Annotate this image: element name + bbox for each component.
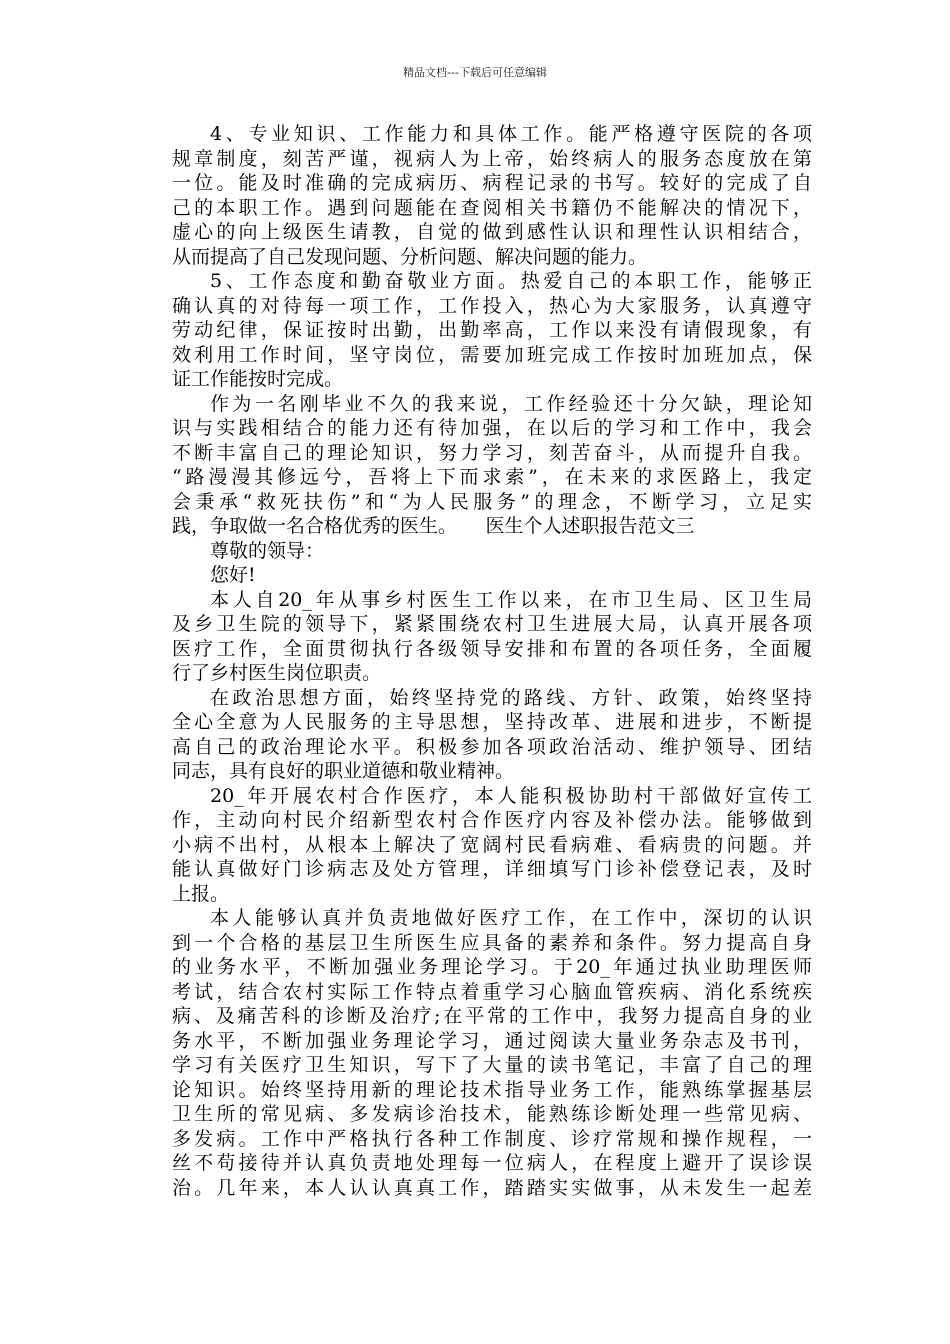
text-line: 尊敬的领导： <box>210 539 325 562</box>
text-line: 践，争取做一名合格优秀的医生。 医生个人述职报告范文三 <box>172 515 695 537</box>
text-line: 高自己的政治理论水平。积极参加各项政治活动、维护领导、团结 <box>172 735 812 758</box>
text-line: 虚心的向上级医生请教，自觉的做到感性认识和理性认识相结合， <box>172 221 812 243</box>
text-line: 全心全意为人民服务的主导思想，坚持改革、进展和进步，不断提 <box>172 711 812 733</box>
document-body <box>172 122 812 1200</box>
text-line: 20_年开展农村合作医疗，本人能积极协助村干部做好宣传工 <box>210 784 812 807</box>
text-line: 治。几年来，本人认认真真工作，踏踏实实做事，从未发生一起差 <box>172 1176 812 1199</box>
text-line: 4、专业知识、工作能力和具体工作。能严格遵守医院的各项 <box>210 123 812 145</box>
text-line: 到一个合格的基层卫生所医生应具备的素养和条件。努力提高自身 <box>172 931 812 954</box>
text-line: 同志，具有良好的职业道德和敬业精神。 <box>172 760 515 782</box>
text-line: 能认真做好门诊病志及处方管理，详细填写门诊补偿登记表，及时 <box>172 858 812 880</box>
text-line: 证工作能按时完成。 <box>172 368 344 390</box>
text-line: 您好! <box>210 564 256 586</box>
text-line: 规章制度，刻苦严谨，视病人为上帝，始终病人的服务态度放在第 <box>172 147 812 170</box>
text-line: 行了乡村医生岗位职责。 <box>172 662 382 684</box>
text-line: 及乡卫生院的领导下，紧紧围绕农村卫生进展大局，认真开展各项 <box>172 613 812 635</box>
text-line: 会秉承“救死扶伤”和“为人民服务”的理念，不断学习，立足实 <box>172 490 812 513</box>
text-line: 务水平，不断加强业务理论学习，通过阅读大量业务杂志及书刊， <box>172 1029 812 1052</box>
text-line: 从而提高了自己发现问题、分析问题、解决问题的能力。 <box>172 245 648 268</box>
text-line: 一位。能及时准确的完成病历、病程记录的书写。较好的完成了自 <box>172 172 812 194</box>
text-line: 效利用工作时间，坚守岗位，需要加班完成工作按时加班加点，保 <box>172 343 812 366</box>
text-line: 医疗工作，全面贯彻执行各级领导安排和布置的各项任务，全面履 <box>172 637 812 660</box>
page-header: 精品文档---下载后可任意编辑 <box>403 66 547 79</box>
text-line: 在政治思想方面，始终坚持党的路线、方针、政策，始终坚持 <box>210 686 812 709</box>
text-line: 小病不出村，从根本上解决了宽阔村民看病难、看病贵的问题。并 <box>172 833 812 856</box>
text-line: “路漫漫其修远兮，吾将上下而求索”，在未来的求医路上，我定 <box>172 466 812 488</box>
text-line: 的业务水平，不断加强业务理论学习。于20_年通过执业助理医师 <box>172 956 812 978</box>
text-line: 本人自20_年从事乡村医生工作以来，在市卫生局、区卫生局 <box>210 588 812 611</box>
text-line: 5、工作态度和勤奋敬业方面。热爱自己的本职工作，能够正 <box>210 270 812 292</box>
text-line: 卫生所的常见病、多发病诊治技术，能熟练诊断处理一些常见病、 <box>172 1103 812 1125</box>
text-line: 丝不苟接待并认真负责地处理每一位病人，在程度上避开了误诊误 <box>172 1152 812 1174</box>
text-line: 劳动纪律，保证按时出勤，出勤率高，工作以来没有请假现象，有 <box>172 319 812 341</box>
text-line: 识与实践相结合的能力还有待加强，在以后的学习和工作中，我会 <box>172 417 812 439</box>
text-line: 己的本职工作。遇到问题能在查阅相关书籍仍不能解决的情况下， <box>172 196 812 219</box>
text-line: 作为一名刚毕业不久的我来说，工作经验还十分欠缺，理论知 <box>210 392 812 415</box>
text-line: 上报。 <box>172 882 230 905</box>
text-line: 论知识。始终坚持用新的理论技术指导业务工作，能熟练掌握基层 <box>172 1078 812 1101</box>
text-line: 不断丰富自己的理论知识，努力学习，刻苦奋斗，从而提升自我。 <box>172 441 812 464</box>
text-line: 确认真的对待每一项工作，工作投入，热心为大家服务，认真遵守 <box>172 294 812 317</box>
text-line: 学习有关医疗卫生知识，写下了大量的读书笔记，丰富了自己的理 <box>172 1054 812 1076</box>
text-line: 本人能够认真并负责地做好医疗工作，在工作中，深切的认识 <box>210 907 812 929</box>
text-line: 作，主动向村民介绍新型农村合作医疗内容及补偿办法。能够做到 <box>172 809 812 831</box>
text-line: 病、及痛苦科的诊断及治疗;在平常的工作中，我努力提高自身的业 <box>172 1005 812 1027</box>
text-line: 考试，结合农村实际工作特点着重学习心脑血管疾病、消化系统疾 <box>172 980 812 1003</box>
text-line: 多发病。工作中严格执行各种工作制度、诊疗常规和操作规程，一 <box>172 1127 812 1150</box>
